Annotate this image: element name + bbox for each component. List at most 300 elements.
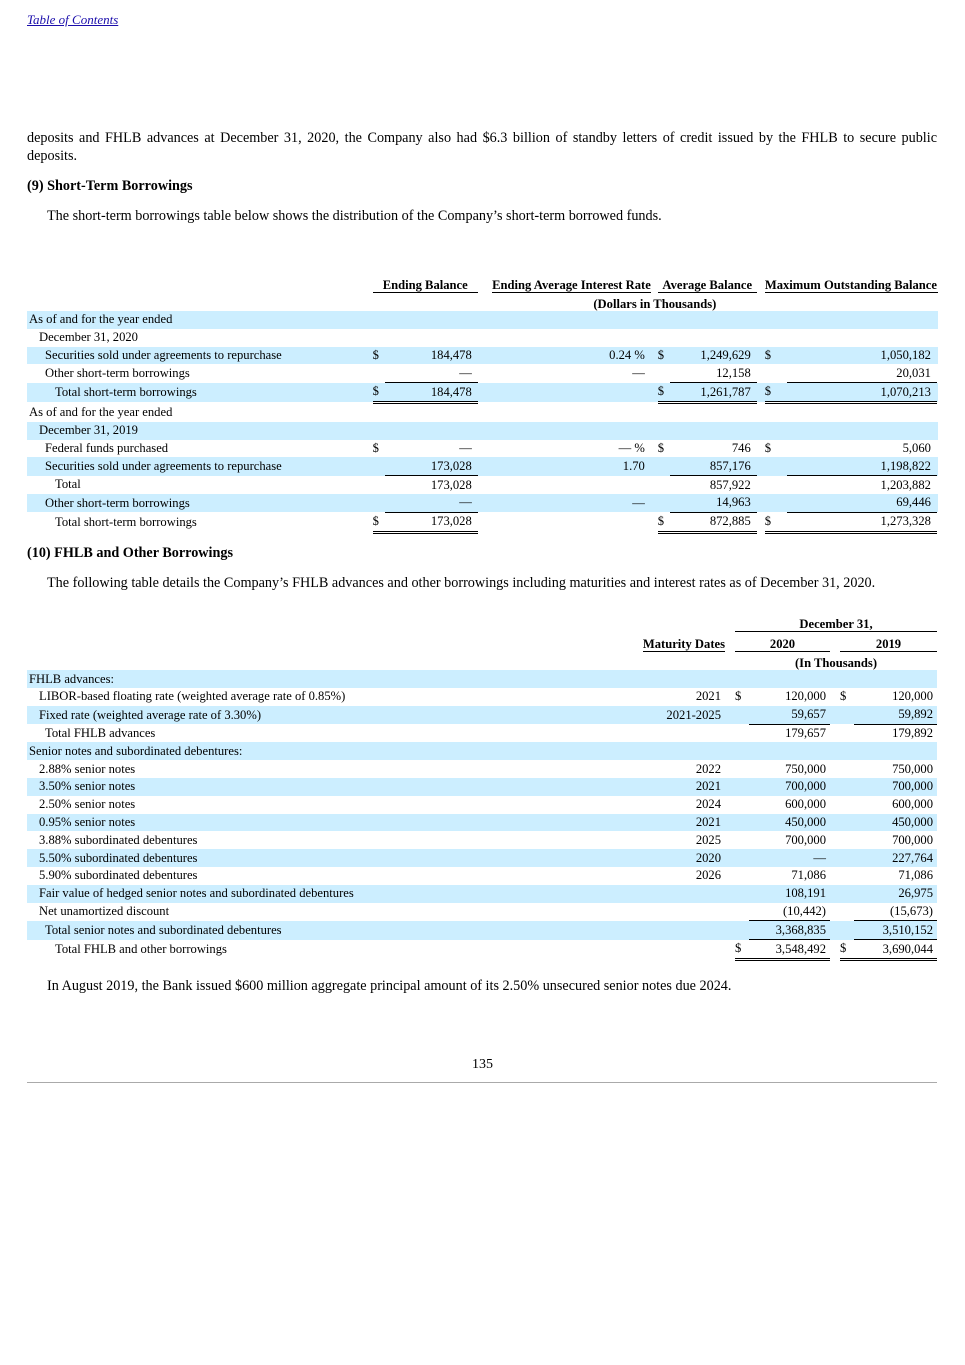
value-2019: 71,086 bbox=[898, 868, 933, 883]
currency-symbol bbox=[840, 724, 854, 742]
maturity-date: 2025 bbox=[695, 832, 721, 847]
spacer bbox=[830, 760, 840, 778]
row-label: As of and for the year ended bbox=[29, 404, 173, 419]
currency-symbol bbox=[735, 778, 749, 796]
spacer bbox=[725, 867, 735, 885]
spacer bbox=[651, 364, 658, 382]
currency-symbol bbox=[658, 494, 671, 512]
table-row bbox=[27, 778, 937, 796]
spacer bbox=[725, 903, 735, 921]
value-2019: 750,000 bbox=[892, 761, 933, 776]
header-units: (Dollars in Thousands) bbox=[593, 297, 717, 311]
ending-balance-value: — bbox=[385, 494, 478, 512]
row-label: Federal funds purchased bbox=[45, 440, 169, 455]
spacer bbox=[725, 742, 735, 760]
ending-rate-value: — bbox=[632, 366, 645, 381]
spacer bbox=[757, 494, 765, 512]
maturity-date: 2021 bbox=[627, 778, 725, 796]
currency-symbol bbox=[735, 885, 749, 903]
spacer bbox=[547, 760, 627, 778]
average-balance-value bbox=[670, 311, 756, 329]
table-row bbox=[27, 422, 937, 440]
spacer bbox=[547, 831, 627, 849]
currency-symbol bbox=[373, 402, 385, 421]
ending-rate-value: — bbox=[492, 494, 651, 512]
value-2020: 59,657 bbox=[749, 706, 830, 724]
spacer bbox=[830, 831, 840, 849]
header-average-balance: Average Balance bbox=[658, 250, 757, 293]
currency-symbol: $ bbox=[658, 347, 671, 365]
value-2020: 3,368,835 bbox=[749, 921, 830, 940]
row-label: Fair value of hedged senior notes and subordinated debentures bbox=[27, 885, 547, 903]
spacer bbox=[757, 476, 765, 494]
spacer bbox=[651, 476, 658, 494]
header-maturity-dates: Maturity Dates bbox=[642, 636, 725, 651]
value-2019: (15,673) bbox=[854, 903, 937, 921]
currency-symbol bbox=[840, 885, 854, 903]
currency-symbol bbox=[840, 796, 854, 814]
spacer bbox=[651, 440, 658, 458]
spacer bbox=[725, 688, 735, 706]
spacer bbox=[725, 778, 735, 796]
currency-symbol: $ bbox=[764, 440, 772, 455]
spacer bbox=[757, 347, 765, 365]
value-2020: 108,191 bbox=[749, 885, 830, 903]
spacer bbox=[478, 422, 492, 440]
currency-symbol bbox=[840, 742, 854, 760]
spacer bbox=[830, 688, 840, 706]
table-row bbox=[27, 494, 937, 512]
spacer bbox=[651, 311, 658, 329]
row-label: Other short-term borrowings bbox=[27, 494, 373, 512]
ending-balance-value bbox=[385, 311, 478, 329]
average-balance-value: 746 bbox=[731, 440, 751, 455]
ending-balance-value: 184,478 bbox=[385, 383, 478, 403]
average-balance-value: 14,963 bbox=[670, 494, 756, 512]
value-2019: 179,892 bbox=[892, 726, 933, 741]
currency-symbol: $ bbox=[373, 512, 385, 532]
table-row bbox=[27, 796, 937, 814]
value-2020: 120,000 bbox=[785, 689, 826, 704]
max-outstanding-value: 1,050,182 bbox=[787, 347, 937, 365]
currency-symbol bbox=[735, 706, 749, 724]
maturity-date: 2024 bbox=[695, 797, 721, 812]
spacer bbox=[651, 494, 658, 512]
ending-balance-value: — bbox=[459, 440, 472, 455]
table-row bbox=[27, 724, 937, 742]
value-2019 bbox=[854, 742, 937, 760]
spacer bbox=[830, 742, 840, 760]
table-row bbox=[27, 440, 937, 458]
currency-symbol bbox=[765, 329, 787, 347]
row-label: Senior notes and subordinated debentures: bbox=[27, 742, 547, 760]
currency-symbol bbox=[373, 494, 385, 512]
average-balance-value bbox=[670, 402, 756, 421]
currency-symbol bbox=[658, 422, 671, 440]
spacer bbox=[725, 670, 735, 688]
table-row bbox=[27, 903, 937, 921]
currency-symbol bbox=[373, 329, 385, 347]
spacer bbox=[547, 796, 627, 814]
spacer bbox=[830, 867, 840, 885]
spacer bbox=[547, 867, 627, 885]
average-balance-value bbox=[670, 422, 756, 440]
table-row bbox=[27, 885, 937, 903]
value-2020: 600,000 bbox=[785, 797, 826, 812]
value-2019: 450,000 bbox=[854, 814, 937, 832]
average-balance-value: 872,885 bbox=[670, 512, 756, 532]
closing-paragraph: In August 2019, the Bank issued $600 million aggregate principal amount of its 2.50% unsecured senior notes due 2024. bbox=[47, 978, 732, 994]
spacer bbox=[757, 422, 765, 440]
header-2019: 2019 bbox=[840, 632, 937, 652]
spacer bbox=[478, 402, 492, 421]
currency-symbol bbox=[765, 311, 787, 329]
spacer bbox=[725, 831, 735, 849]
currency-symbol: $ bbox=[658, 512, 671, 532]
max-outstanding-value: 20,031 bbox=[787, 364, 937, 382]
currency-symbol bbox=[840, 706, 854, 724]
value-2020: 750,000 bbox=[785, 761, 826, 776]
spacer bbox=[478, 440, 492, 458]
ending-balance-value: 173,028 bbox=[385, 512, 478, 532]
page-number: 135 bbox=[472, 1057, 493, 1072]
table-row bbox=[27, 831, 937, 849]
currency-symbol: $ bbox=[657, 440, 665, 455]
row-label: 2.50% senior notes bbox=[39, 797, 136, 812]
spacer bbox=[725, 849, 735, 867]
currency-symbol bbox=[840, 670, 854, 688]
short-term-borrowings-table bbox=[27, 250, 937, 534]
ending-balance-value bbox=[385, 329, 478, 347]
spacer bbox=[478, 494, 492, 512]
spacer bbox=[547, 903, 627, 921]
currency-symbol bbox=[840, 903, 854, 921]
currency-symbol bbox=[840, 849, 854, 867]
currency-symbol bbox=[735, 670, 749, 688]
average-balance-value bbox=[670, 329, 756, 347]
footer-divider bbox=[27, 1082, 937, 1083]
value-2020: 700,000 bbox=[785, 832, 826, 847]
row-label: Securities sold under agreements to repurchase bbox=[27, 457, 373, 475]
ending-rate-value: 1.70 bbox=[492, 457, 651, 475]
currency-symbol bbox=[735, 921, 749, 940]
maturity-date: 2026 bbox=[695, 868, 721, 883]
spacer bbox=[478, 311, 492, 329]
value-2019: 26,975 bbox=[854, 885, 937, 903]
ending-balance-value: 173,028 bbox=[430, 477, 472, 492]
currency-symbol bbox=[658, 311, 671, 329]
currency-symbol: $ bbox=[735, 689, 742, 704]
maturity-date: 2021 bbox=[627, 814, 725, 832]
max-outstanding-value: 1,070,213 bbox=[787, 383, 937, 403]
row-label: 5.50% subordinated debentures bbox=[27, 849, 547, 867]
row-label: Total short-term borrowings bbox=[55, 514, 197, 529]
ending-rate-value bbox=[492, 512, 651, 532]
row-label: 0.95% senior notes bbox=[27, 814, 547, 832]
table-row bbox=[27, 921, 937, 940]
value-2019: 700,000 bbox=[892, 832, 933, 847]
spacer bbox=[757, 311, 765, 329]
currency-symbol bbox=[840, 831, 854, 849]
spacer bbox=[830, 921, 840, 940]
spacer bbox=[830, 778, 840, 796]
ending-rate-value bbox=[492, 422, 651, 440]
spacer bbox=[757, 440, 765, 458]
ending-rate-value bbox=[492, 329, 651, 347]
spacer bbox=[651, 329, 658, 347]
table-of-contents-link[interactable]: Table of Contents bbox=[27, 12, 119, 27]
max-outstanding-value bbox=[787, 329, 937, 347]
row-label: Total bbox=[55, 477, 81, 492]
average-balance-value: 1,249,629 bbox=[670, 347, 756, 365]
spacer bbox=[757, 329, 765, 347]
maturity-date bbox=[627, 670, 725, 688]
spacer bbox=[830, 940, 840, 960]
average-balance-value: 857,176 bbox=[670, 457, 756, 475]
value-2019 bbox=[854, 670, 937, 688]
table-row bbox=[27, 364, 937, 382]
table-row bbox=[27, 512, 937, 532]
table-row bbox=[27, 940, 937, 960]
header-max-outstanding: Maximum Outstanding Balance bbox=[765, 250, 937, 293]
table-row bbox=[27, 814, 937, 832]
table-row bbox=[27, 867, 937, 885]
row-label: Total senior notes and subordinated debentures bbox=[27, 921, 547, 940]
currency-symbol: $ bbox=[840, 940, 854, 960]
currency-symbol bbox=[373, 311, 385, 329]
ending-balance-value: 173,028 bbox=[385, 457, 478, 475]
currency-symbol: $ bbox=[658, 383, 671, 403]
currency-symbol bbox=[735, 867, 749, 885]
currency-symbol bbox=[735, 724, 749, 742]
value-2019: 59,892 bbox=[854, 706, 937, 724]
spacer bbox=[725, 885, 735, 903]
spacer bbox=[651, 402, 658, 421]
currency-symbol bbox=[735, 814, 749, 832]
row-label: LIBOR-based floating rate (weighted average rate of 0.85%) bbox=[39, 689, 346, 704]
maturity-date bbox=[627, 885, 725, 903]
spacer bbox=[725, 940, 735, 960]
max-outstanding-value: 5,060 bbox=[902, 440, 931, 455]
ending-rate-value: — % bbox=[618, 440, 645, 455]
currency-symbol bbox=[658, 329, 671, 347]
ending-balance-value bbox=[385, 422, 478, 440]
value-2019: 227,764 bbox=[854, 849, 937, 867]
currency-symbol bbox=[658, 402, 671, 421]
spacer bbox=[547, 921, 627, 940]
spacer bbox=[651, 347, 658, 365]
ending-balance-value: 184,478 bbox=[385, 347, 478, 365]
maturity-date bbox=[627, 940, 725, 960]
currency-symbol bbox=[735, 760, 749, 778]
table-row bbox=[27, 760, 937, 778]
value-2019: 3,690,044 bbox=[854, 940, 937, 960]
max-outstanding-value bbox=[787, 402, 937, 421]
row-label: Fixed rate (weighted average rate of 3.30%) bbox=[27, 706, 547, 724]
fhlb-other-borrowings-table bbox=[27, 614, 937, 961]
currency-symbol bbox=[765, 364, 787, 382]
table-row bbox=[27, 849, 937, 867]
spacer bbox=[478, 476, 492, 494]
currency-symbol bbox=[840, 760, 854, 778]
table-row bbox=[27, 329, 937, 347]
spacer bbox=[547, 885, 627, 903]
row-label: 3.50% senior notes bbox=[27, 778, 547, 796]
value-2020: (10,442) bbox=[749, 903, 830, 921]
table-row bbox=[27, 402, 937, 421]
max-outstanding-value bbox=[787, 422, 937, 440]
spacer bbox=[757, 512, 765, 532]
table-row bbox=[27, 688, 937, 706]
maturity-date: 2020 bbox=[627, 849, 725, 867]
row-label: 3.88% subordinated debentures bbox=[39, 832, 198, 847]
spacer bbox=[725, 706, 735, 724]
value-2019: 700,000 bbox=[854, 778, 937, 796]
currency-symbol: $ bbox=[765, 347, 787, 365]
maturity-date bbox=[627, 903, 725, 921]
spacer bbox=[547, 670, 627, 688]
spacer bbox=[651, 457, 658, 475]
value-2020: 71,086 bbox=[791, 868, 826, 883]
spacer bbox=[547, 706, 627, 724]
currency-symbol bbox=[373, 422, 385, 440]
average-balance-value: 857,922 bbox=[709, 477, 751, 492]
ending-rate-value bbox=[492, 311, 651, 329]
spacer bbox=[830, 903, 840, 921]
max-outstanding-value bbox=[787, 311, 937, 329]
spacer bbox=[547, 849, 627, 867]
spacer bbox=[725, 796, 735, 814]
ending-rate-value bbox=[492, 383, 651, 403]
maturity-date bbox=[627, 724, 725, 742]
spacer bbox=[757, 364, 765, 382]
row-label: Total FHLB advances bbox=[45, 725, 156, 740]
header-ending-balance: Ending Balance bbox=[373, 250, 478, 293]
spacer bbox=[478, 383, 492, 403]
spacer bbox=[725, 921, 735, 940]
currency-symbol bbox=[765, 494, 787, 512]
ending-rate-value bbox=[492, 402, 651, 421]
spacer bbox=[757, 402, 765, 421]
table-row bbox=[27, 311, 937, 329]
currency-symbol bbox=[658, 364, 671, 382]
value-2019: 600,000 bbox=[892, 797, 933, 812]
spacer bbox=[651, 512, 658, 532]
currency-symbol bbox=[373, 476, 385, 494]
currency-symbol: $ bbox=[373, 383, 385, 403]
section-10-description: The following table details the Company’s FHLB advances and other borrowings including maturities and interest rates as of December 31, 2020. bbox=[47, 575, 876, 591]
section-9-description: The short-term borrowings table below shows the distribution of the Company’s short-term borrowed funds. bbox=[47, 208, 662, 224]
header-ending-avg-rate: Ending Average Interest Rate bbox=[492, 250, 651, 293]
spacer bbox=[547, 742, 627, 760]
spacer bbox=[547, 688, 627, 706]
value-2020 bbox=[749, 670, 830, 688]
spacer bbox=[547, 814, 627, 832]
currency-symbol bbox=[840, 867, 854, 885]
table-row bbox=[27, 742, 937, 760]
currency-symbol bbox=[840, 778, 854, 796]
currency-symbol bbox=[765, 476, 787, 494]
maturity-date: 2021 bbox=[695, 689, 721, 704]
value-2019: 120,000 bbox=[892, 689, 933, 704]
currency-symbol: $ bbox=[765, 512, 787, 532]
maturity-date bbox=[627, 921, 725, 940]
table-row bbox=[27, 476, 937, 494]
currency-symbol: $ bbox=[840, 689, 847, 704]
currency-symbol bbox=[840, 814, 854, 832]
value-2020: — bbox=[749, 849, 830, 867]
average-balance-value: 12,158 bbox=[670, 364, 756, 382]
currency-symbol: $ bbox=[372, 440, 379, 455]
row-label: Total short-term borrowings bbox=[27, 383, 373, 403]
spacer bbox=[830, 796, 840, 814]
row-label: Net unamortized discount bbox=[39, 904, 170, 919]
max-outstanding-value: 1,198,822 bbox=[787, 457, 937, 475]
value-2020: 450,000 bbox=[749, 814, 830, 832]
table-row bbox=[27, 706, 937, 724]
spacer bbox=[651, 422, 658, 440]
spacer bbox=[830, 670, 840, 688]
max-outstanding-value: 1,203,882 bbox=[880, 477, 931, 492]
value-2020: 179,657 bbox=[785, 726, 826, 741]
currency-symbol bbox=[735, 849, 749, 867]
row-label: Other short-term borrowings bbox=[45, 366, 190, 381]
currency-symbol bbox=[373, 364, 385, 382]
spacer bbox=[757, 457, 765, 475]
currency-symbol bbox=[735, 831, 749, 849]
section-10-heading: (10) FHLB and Other Borrowings bbox=[27, 545, 233, 561]
value-2020 bbox=[749, 742, 830, 760]
currency-symbol bbox=[658, 457, 671, 475]
row-label: 2.88% senior notes bbox=[39, 761, 136, 776]
ending-rate-value: 0.24 % bbox=[492, 347, 651, 365]
header-in-thousands: (In Thousands) bbox=[794, 656, 878, 671]
spacer bbox=[830, 849, 840, 867]
spacer bbox=[830, 724, 840, 742]
spacer bbox=[478, 512, 492, 532]
currency-symbol: $ bbox=[765, 383, 787, 403]
currency-symbol bbox=[765, 402, 787, 421]
row-label: 5.90% subordinated debentures bbox=[39, 868, 198, 883]
currency-symbol: $ bbox=[373, 347, 385, 365]
max-outstanding-value: 69,446 bbox=[787, 494, 937, 512]
currency-symbol bbox=[765, 457, 787, 475]
value-2020: 700,000 bbox=[749, 778, 830, 796]
row-label: FHLB advances: bbox=[27, 670, 547, 688]
row-label: December 31, 2019 bbox=[27, 422, 373, 440]
value-2020: 3,548,492 bbox=[749, 940, 830, 960]
currency-symbol bbox=[840, 921, 854, 940]
average-balance-value: 1,261,787 bbox=[670, 383, 756, 403]
table-row bbox=[27, 383, 937, 403]
section-9-heading: (9) Short-Term Borrowings bbox=[27, 178, 193, 194]
ending-balance-value: — bbox=[385, 364, 478, 382]
max-outstanding-value: 1,273,328 bbox=[787, 512, 937, 532]
spacer bbox=[830, 706, 840, 724]
spacer bbox=[478, 347, 492, 365]
currency-symbol bbox=[658, 476, 671, 494]
spacer bbox=[547, 940, 627, 960]
spacer bbox=[478, 364, 492, 382]
spacer bbox=[725, 814, 735, 832]
header-2020: 2020 bbox=[735, 632, 830, 652]
value-2019: 3,510,152 bbox=[854, 921, 937, 940]
maturity-date: 2022 bbox=[695, 761, 721, 776]
spacer bbox=[725, 760, 735, 778]
spacer bbox=[478, 329, 492, 347]
ending-rate-value bbox=[492, 476, 651, 494]
spacer bbox=[757, 383, 765, 403]
